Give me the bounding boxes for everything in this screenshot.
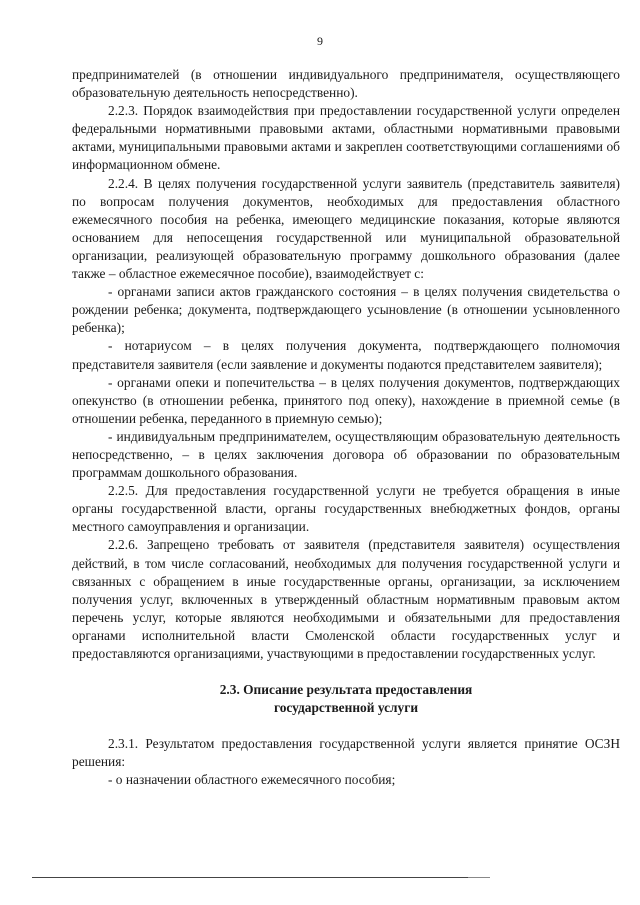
paragraph-2-2-4: 2.2.4. В целях получения государственной услуги заявитель (представитель заявителя) по вопросам получения документов, необходимых для предоставления областного ежемесячного пособия на ребенка, имеющего медицинские показания, которые являются основанием для непосещения государственной или муниципальной образовательной организации, реализующей образовательную программу дошкольного образования (далее также – областное ежемесячное пособие), взаимодействует с: <box>72 175 620 282</box>
paragraph-2-2-5: 2.2.5. Для предоставления государственной услуги не требуется обращения в иные органы государственной власти, органы государственных внебюджетных фондов, органы местного самоуправления и организации. <box>72 483 620 535</box>
section-heading-line2: государственной услуги <box>273 700 419 716</box>
list-item-notary: - нотариусом – в целях получения документа, подтверждающего полномочия представителя заявителя (если заявление и документы подаются представителем заявителя); <box>72 338 620 372</box>
page-number: 9 <box>317 34 323 48</box>
list-item-guardianship: - органами опеки и попечительства – в целях получения документов, подтверждающих опекунство (в отношении ребенка, принятого под опеку), нахождение в приемной семье (в отношении ребенка, переданного в приемную семью); <box>72 374 620 426</box>
paragraph-2-3-1: 2.3.1. Результатом предоставления государственной услуги является принятие ОСЗН решения: <box>72 736 620 770</box>
section-heading <box>72 681 620 717</box>
footer-rule <box>32 877 472 878</box>
section-heading-line1: 2.3. Описание результата предоставления <box>219 682 473 698</box>
paragraph-continuation: предпринимателей (в отношении индивидуального предпринимателя, осуществляющего образовательную деятельность непосредственно). <box>72 67 620 101</box>
document-body <box>72 66 620 789</box>
footer-rule-fragment <box>468 877 490 878</box>
list-item-benefit-assignment: - о назначении областного ежемесячного пособия; <box>108 772 396 788</box>
list-item-entrepreneur: - индивидуальным предпринимателем, осуществляющим образовательную деятельность непосредственно, – в целях заключения договора об образовании по образовательным программам дошкольного образования. <box>72 428 620 481</box>
paragraph-2-2-3: 2.2.3. Порядок взаимодействия при предоставлении государственной услуги определен федеральными нормативными правовыми актами, областными нормативными правовыми актами, муниципальными правовыми актами и закреплен соответствующими соглашениями об информационном обмене. <box>72 103 620 173</box>
list-item-civil-registry: - органами записи актов гражданского состояния – в целях получения свидетельства о рождении ребенка; документа, подтверждающего усыновление (в отношении усыновленного ребенка); <box>72 284 620 336</box>
paragraph-2-2-6: 2.2.6. Запрещено требовать от заявителя (представителя заявителя) осуществления действий, в том числе согласований, необходимых для получения государственной услуги и связанных с обращением в иные государственные органы, организации, за исключением получения услуг, включенных в утвержденный областным нормативным правовым актом перечень услуг, которые являются необходимыми и обязательными для предоставления органами исполнительной власти Смоленской области государственных услуг и предоставляются организациями, участвующими в предоставлении государственных услуг. <box>72 537 620 661</box>
